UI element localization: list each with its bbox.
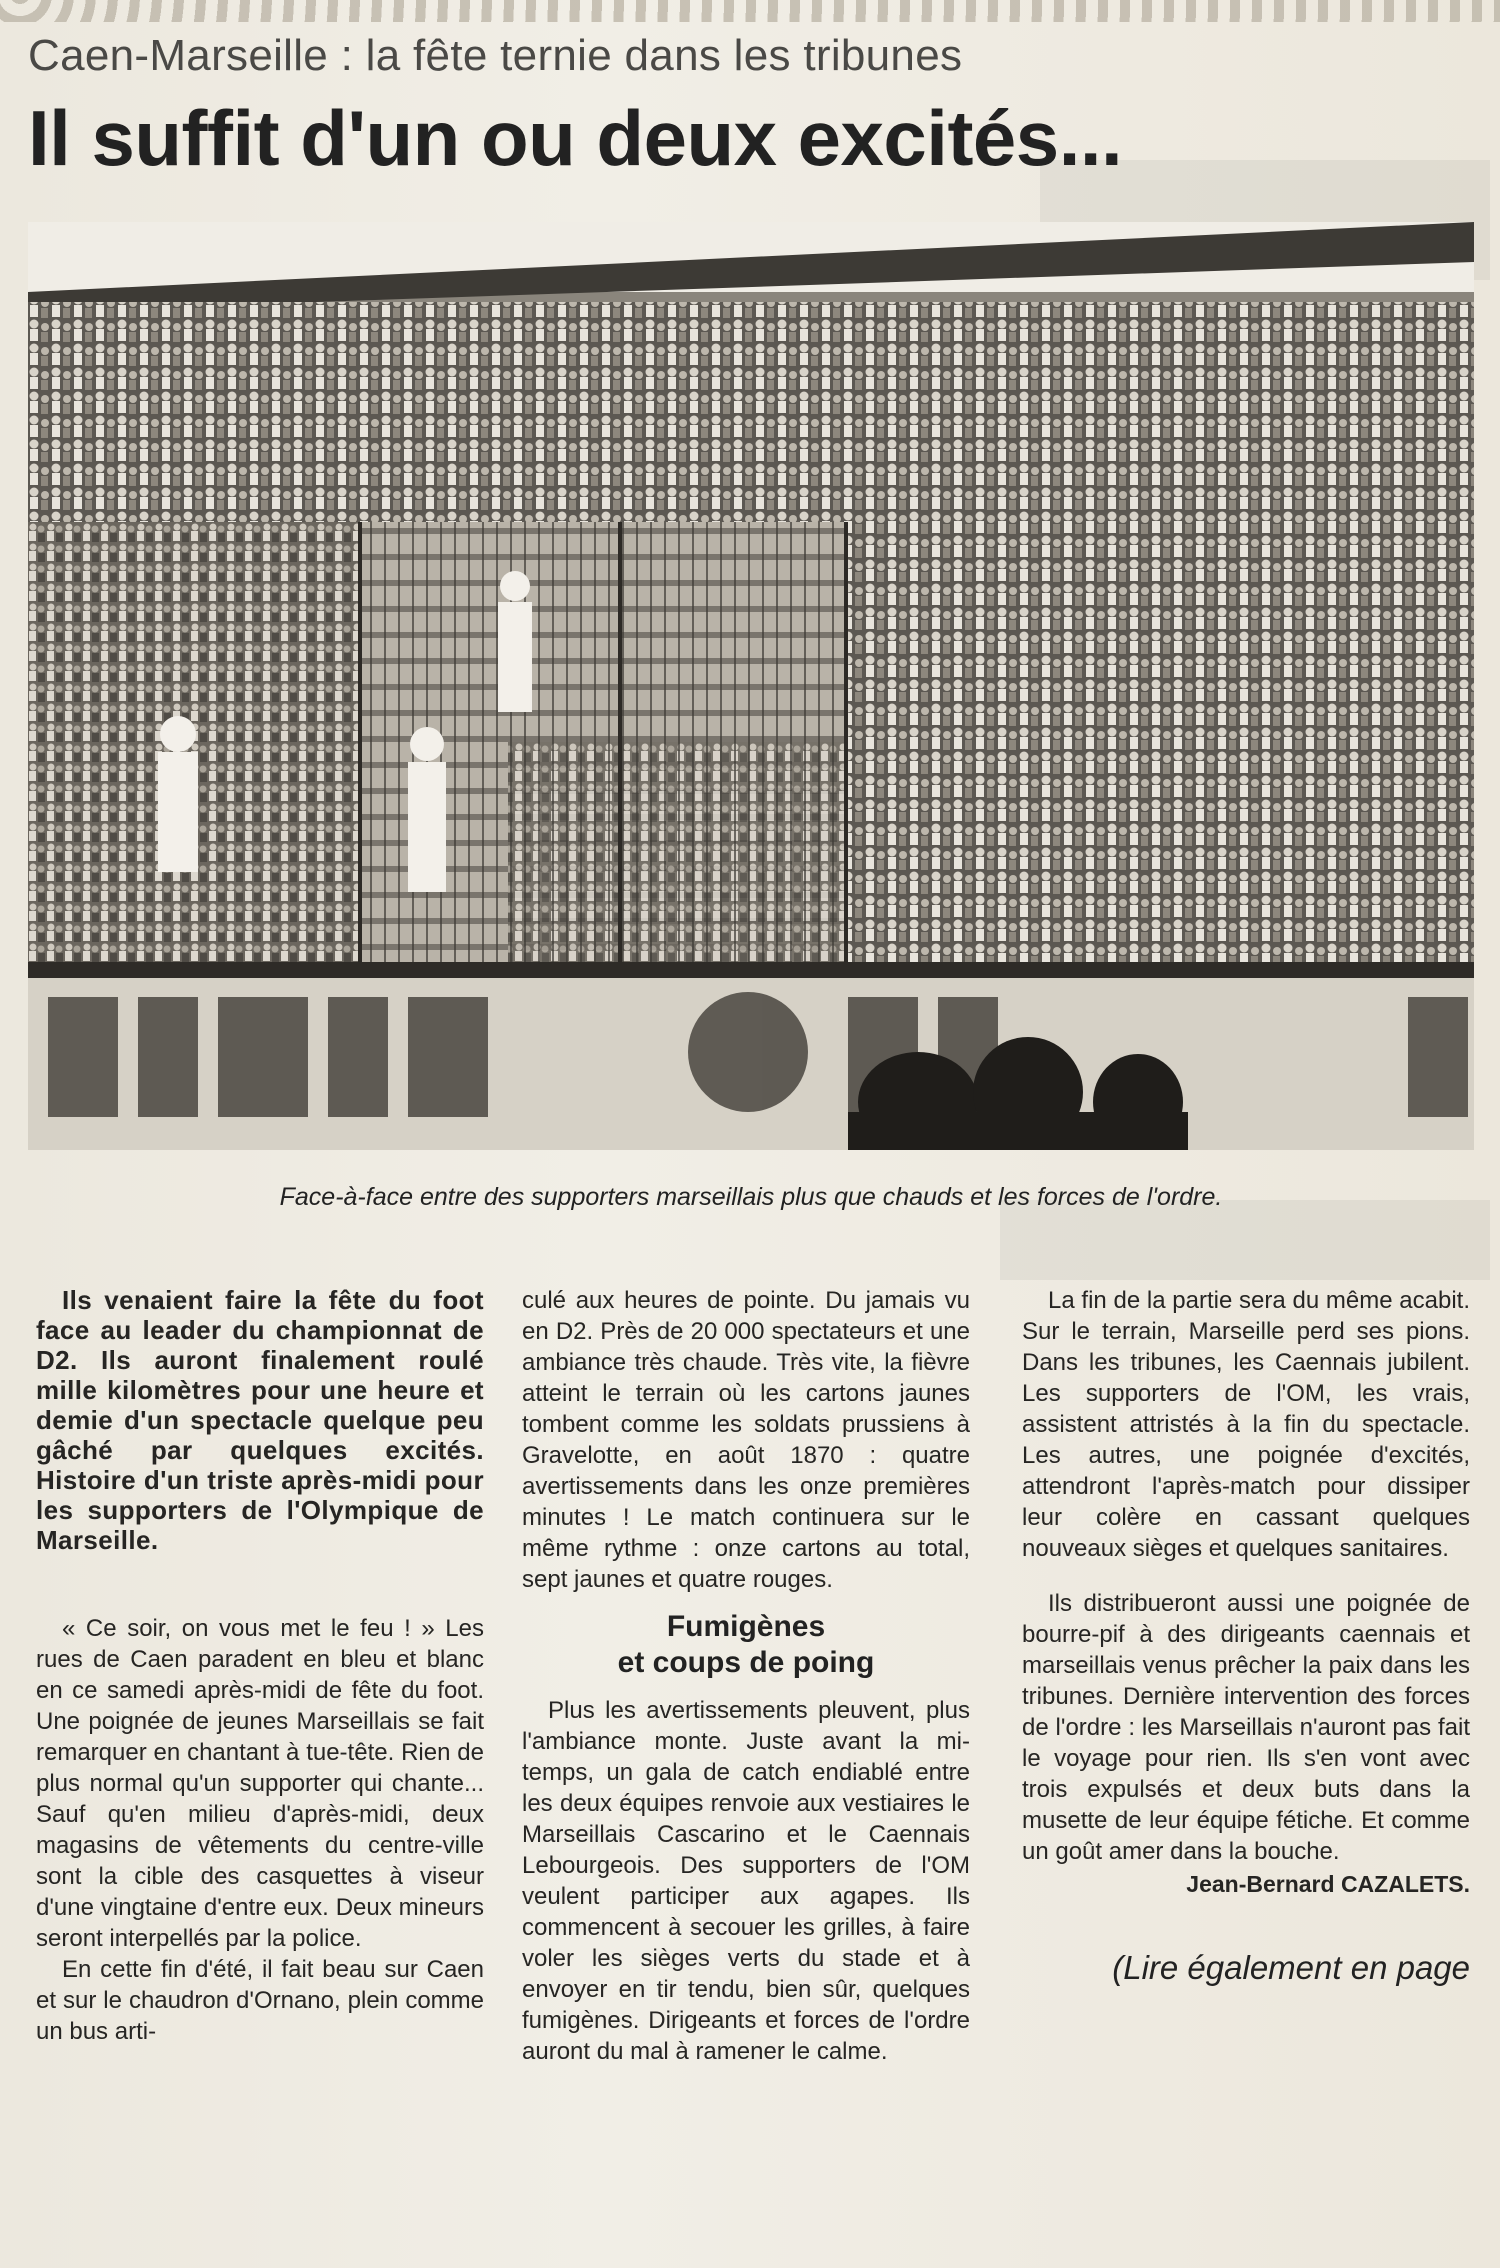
column-1 (36, 1285, 484, 2047)
article-kicker: Caen-Marseille : la fête ternie dans les tribunes (28, 31, 963, 80)
body-paragraph: culé aux heures de pointe. Du jamais vu en D2. Près de 20 000 spectateurs et une ambiance très chaude. Très vite, la fièvre atteint le terrain où les cartons jaunes tombent comme les soldats prussiens à Gravelotte, en août 1870 : quatre avertissements dans les onze premières minutes ! Le match continuera sur le même rythme : onze cartons au total, sept jaunes et quatre rouges. (522, 1287, 970, 1593)
see-also-note: (Lire également en page (1112, 1949, 1470, 1986)
author-byline: Jean-Bernard CAZALETS. (1186, 1871, 1470, 1897)
photo-caption: Face-à-face entre des supporters marseillais plus que chauds et les forces de l'ordre. (279, 1183, 1223, 1211)
body-paragraph: La fin de la partie sera du même acabit. Sur le terrain, Marseille perd ses pions. Dans les tribunes, les Caennais jubilent. Les supporters de l'OM, les vrais, assistent attristés à la fin du spectacle. Les autres, une poignée d'excités, attendront l'après-match pour dissiper leur colère en cassant quelques nouveaux sièges et quelques sanitaires. (1022, 1287, 1470, 1562)
body-paragraph: Ils distribueront aussi une poignée de bourre-pif à des dirigeants caennais et marseillais venus prêcher la paix dans les tribunes. Dernière intervention des forces de l'ordre : les Marseillais n'auront pas fait le voyage pour rien. Ils s'en vont avec trois expulsés et deux buts dans la musette de leur équipe fétiche. Et comme un goût amer dans la bouche. (1022, 1590, 1470, 1865)
body-paragraph: En cette fin d'été, il fait beau sur Caen et sur le chaudron d'Ornano, plein comme un bus arti- (36, 1956, 484, 2045)
torn-edge (0, 0, 1500, 22)
lead-paragraph: Ils venaient faire la fête du foot face au leader du championnat de D2. Ils auront finalement roulé mille kilomètres pour une heure et demie d'un spectacle quelque peu gâché par quelques excités. Histoire d'un triste après-midi pour les supporters de l'Olympique de Marseille. (36, 1285, 484, 1555)
subheading (522, 1609, 970, 1681)
subheading-line: Fumigènes (666, 1610, 826, 1643)
body-paragraph: Plus les avertissements pleuvent, plus l'ambiance monte. Juste avant la mi-temps, un gala de catch endiablé entre les deux équipes renvoie aux vestiaires le Marseillais Cascarino et le Caennais Lebourgeois. Des supporters de l'OM veulent participer aux agapes. Ils commencent à secouer les grilles, à faire voler les sièges verts du stade et à envoyer en tir tendu, bien sûr, quelques fumigènes. Dirigeants et forces de l'ordre auront du mal à ramener le calme. (522, 1697, 970, 2065)
body-paragraph: « Ce soir, on vous met le feu ! » Les rues de Caen paradent en bleu et blanc en ce samedi après-midi de fête du foot. Une poignée de jeunes Marseillais se fait remarquer en chantant à tue-tête. Rien de plus normal qu'un supporter qui chante... Sauf qu'en milieu d'après-midi, deux magasins de vêtements du centre-ville sont la cible des casquettes à viseur d'une vingtaine d'entre eux. Deux mineurs seront interpellés par la police. (36, 1615, 484, 1952)
subheading-line: et coups de poing (617, 1646, 875, 1679)
article-headline: Il suffit d'un ou deux excités... (28, 94, 1123, 182)
column-3 (1022, 1285, 1470, 1988)
stadium-crowd-photo (28, 222, 1474, 1150)
column-2 (522, 1285, 970, 2067)
